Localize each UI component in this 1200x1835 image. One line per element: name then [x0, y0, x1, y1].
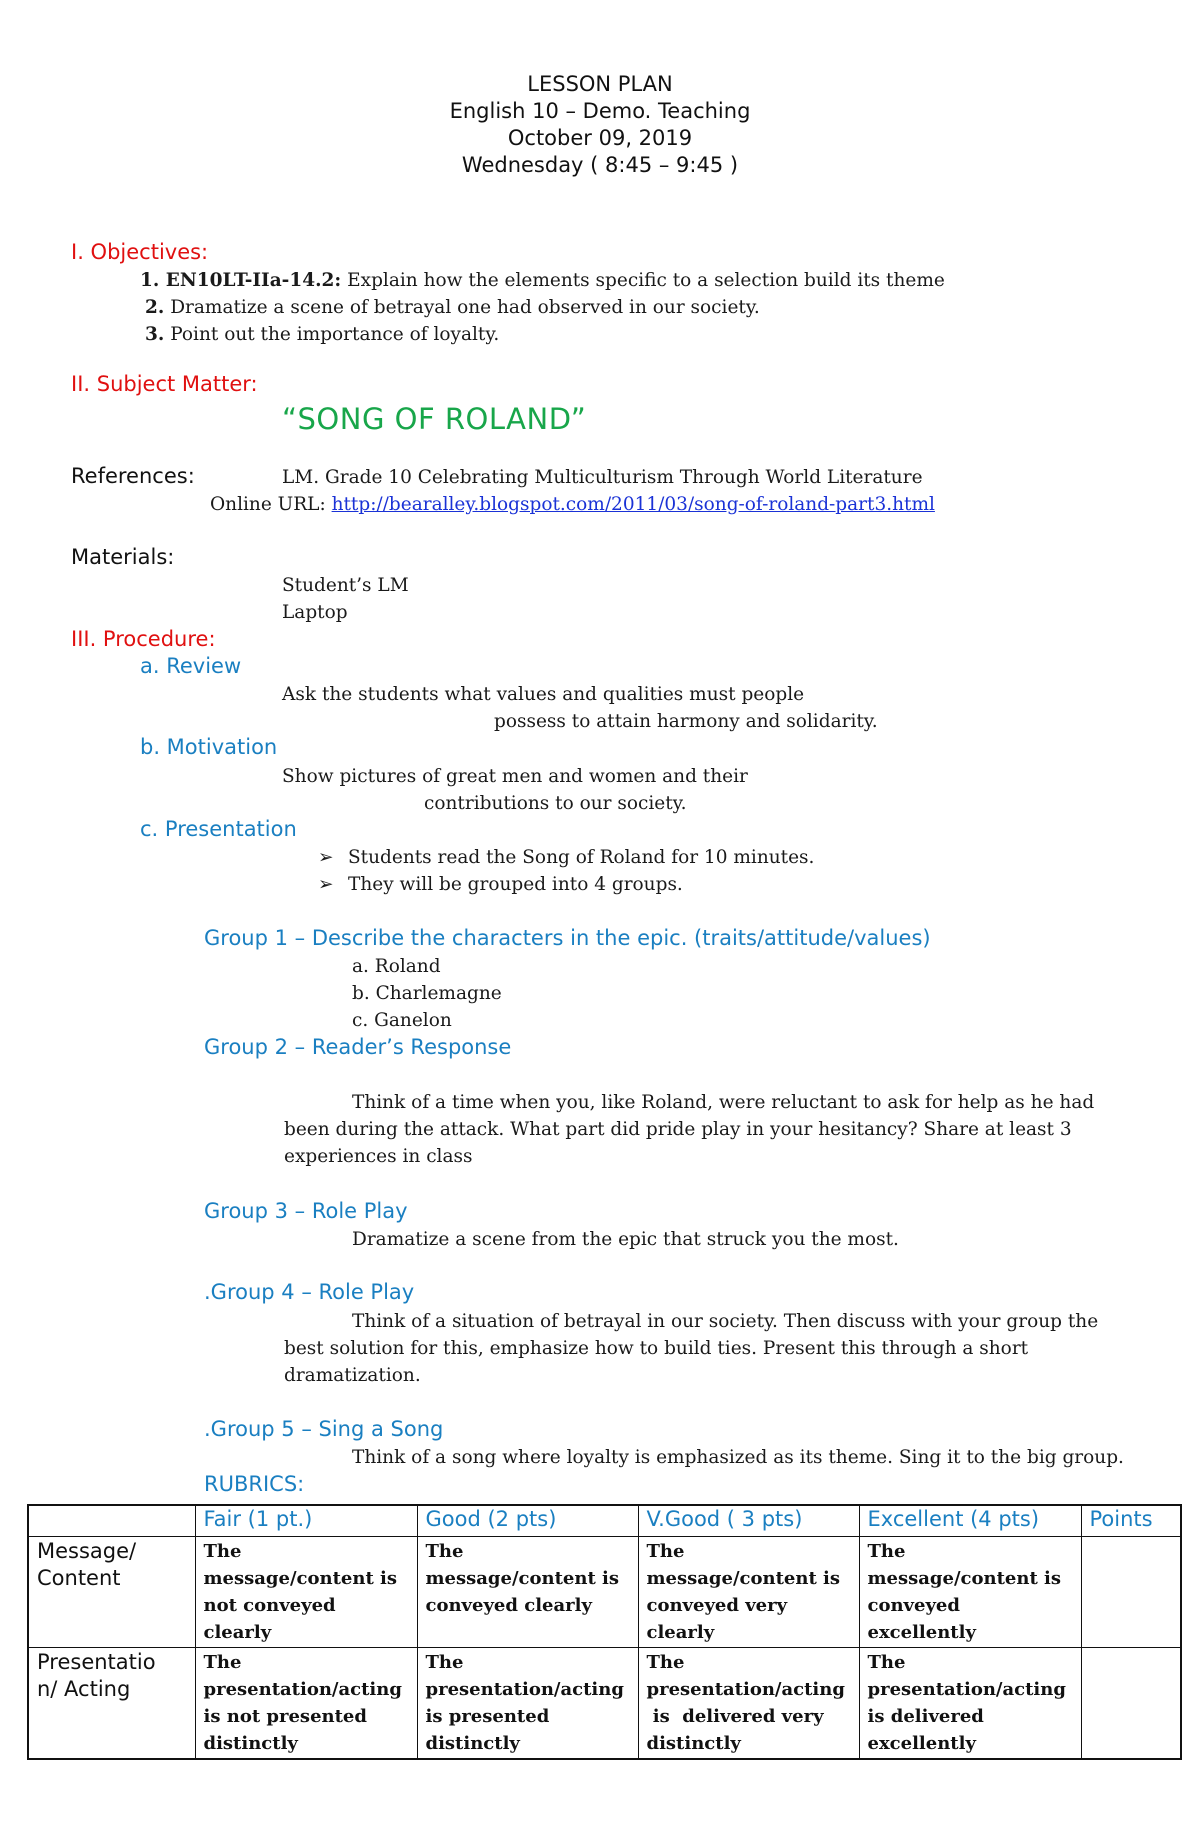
cell-line: The	[867, 1541, 906, 1562]
cell-line: clearly	[646, 1622, 715, 1643]
cell-line: is presented	[425, 1706, 550, 1727]
rubrics-header-cell: Good (2 pts)	[417, 1505, 638, 1537]
cell-line: presentation/acting	[425, 1679, 624, 1700]
review-label: a. Review	[140, 654, 242, 678]
rubrics-header-cell: Fair (1 pt.)	[195, 1505, 417, 1537]
cell-line: conveyed clearly	[425, 1595, 592, 1616]
cell-line: not conveyed	[203, 1595, 336, 1616]
cell-line: message/content is	[425, 1568, 619, 1589]
cell-line: message/content is	[867, 1568, 1061, 1589]
rubrics-cell	[859, 1537, 1081, 1648]
cell-line: presentation/acting	[646, 1679, 845, 1700]
cell-line: message/content is	[203, 1568, 397, 1589]
objective-item	[140, 270, 945, 291]
objective-number: 3.	[145, 324, 165, 345]
motivation-text-line: Show pictures of great men and women and their	[282, 766, 748, 787]
doc-time: Wednesday ( 8:45 – 9:45 )	[461, 153, 739, 177]
materials-item: Student’s LM	[282, 575, 409, 596]
group-4-text-line: best solution for this, emphasize how to build ties. Present this through a short	[284, 1338, 1029, 1359]
objective-item	[145, 297, 760, 318]
rubrics-row	[28, 1537, 1181, 1648]
objective-text: Dramatize a scene of betrayal one had observed in our society.	[164, 297, 760, 318]
group-4-heading: .Group 4 – Role Play	[204, 1280, 415, 1304]
procedure-heading: III. Procedure:	[71, 627, 216, 651]
subject-matter-heading: II. Subject Matter:	[71, 372, 258, 396]
references-text: LM. Grade 10 Celebrating Multiculturism Through World Literature	[282, 467, 923, 488]
rubrics-cell	[638, 1537, 859, 1648]
cell-line: The	[425, 1541, 464, 1562]
character-item: a. Roland	[352, 956, 441, 977]
cell-line: clearly	[203, 1622, 272, 1643]
objective-text: Explain how the elements specific to a selection build its theme	[341, 270, 945, 291]
group-2-text-line: Think of a time when you, like Roland, were reluctant to ask for help as he had	[352, 1092, 1095, 1113]
character-item: b. Charlemagne	[352, 983, 502, 1004]
character-item: c. Ganelon	[352, 1010, 452, 1031]
cell-line: The	[203, 1541, 242, 1562]
row-label-line: Content	[37, 1566, 121, 1590]
objective-item	[145, 324, 499, 345]
presentation-label: c. Presentation	[140, 817, 297, 841]
rubrics-header-cell	[28, 1505, 195, 1537]
rubrics-cell	[417, 1537, 638, 1648]
group-2-text-line: experiences in class	[284, 1146, 473, 1167]
doc-subject: English 10 – Demo. Teaching	[449, 99, 751, 123]
materials-item: Laptop	[282, 602, 348, 623]
cell-line: distinctly	[646, 1733, 741, 1754]
row-label-line: n/ Acting	[37, 1677, 131, 1701]
rubrics-cell	[859, 1648, 1081, 1760]
rubrics-cell	[638, 1648, 859, 1760]
cell-line: presentation/acting	[867, 1679, 1066, 1700]
doc-title: LESSON PLAN	[527, 72, 673, 96]
group-3-heading: Group 3 – Role Play	[204, 1199, 408, 1223]
rubrics-header-cell: Points	[1081, 1505, 1181, 1537]
rubrics-points-cell	[1081, 1537, 1181, 1648]
selection-title: “SONG OF ROLAND”	[282, 402, 587, 436]
rubrics-cell	[195, 1537, 417, 1648]
presentation-bullet	[318, 847, 814, 868]
reference-url-link[interactable]: http://bearalley.blogspot.com/2011/03/song-of-roland-part3.html	[331, 494, 935, 515]
rubrics-table	[27, 1504, 1182, 1760]
rubrics-heading: RUBRICS:	[204, 1472, 305, 1496]
cell-line: The	[646, 1652, 685, 1673]
doc-date: October 09, 2019	[507, 126, 693, 150]
row-label-line: Presentatio	[37, 1650, 156, 1674]
group-2-heading: Group 2 – Reader’s Response	[204, 1035, 512, 1059]
group-4-text-line: Think of a situation of betrayal in our society. Then discuss with your group the	[352, 1311, 1099, 1332]
group-1-heading: Group 1 – Describe the characters in the epic. (traits/attitude/values)	[204, 926, 931, 950]
cell-line: The	[203, 1652, 242, 1673]
rubrics-cell	[195, 1648, 417, 1760]
rubrics-row	[28, 1648, 1181, 1760]
cell-line: excellently	[867, 1622, 976, 1643]
online-url-label: Online URL:	[210, 494, 332, 515]
cell-line: The	[646, 1541, 685, 1562]
row-label-line: Message/	[37, 1539, 137, 1563]
group-5-heading: .Group 5 – Sing a Song	[204, 1417, 444, 1441]
cell-line: conveyed very	[646, 1595, 788, 1616]
review-text-line: possess to attain harmony and solidarity.	[494, 711, 878, 732]
group-5-text-line: Think of a song where loyalty is emphasized as its theme. Sing it to the big group.	[352, 1447, 1124, 1468]
arrow-bullet-icon: ➢	[318, 847, 334, 868]
rubrics-points-cell	[1081, 1648, 1181, 1760]
rubrics-header-cell: Excellent (4 pts)	[859, 1505, 1081, 1537]
references-label: References:	[71, 464, 195, 488]
review-text-line: Ask the students what values and qualities must people	[282, 684, 805, 705]
objective-text: Point out the importance of loyalty.	[164, 324, 500, 345]
cell-line: distinctly	[425, 1733, 520, 1754]
rubrics-row-label	[28, 1648, 195, 1760]
online-url-line	[210, 494, 935, 515]
bullet-text: They will be grouped into 4 groups.	[348, 874, 683, 895]
cell-line: The	[425, 1652, 464, 1673]
rubrics-cell	[417, 1648, 638, 1760]
rubrics-header-cell: V.Good ( 3 pts)	[638, 1505, 859, 1537]
motivation-text-line: contributions to our society.	[424, 793, 687, 814]
bullet-text: Students read the Song of Roland for 10 minutes.	[348, 847, 815, 868]
group-2-text-line: been during the attack. What part did pride play in your hesitancy? Share at least 3	[284, 1119, 1072, 1140]
cell-line: message/content is	[646, 1568, 840, 1589]
motivation-label: b. Motivation	[140, 735, 278, 759]
cell-line: is delivered very	[646, 1706, 824, 1727]
presentation-bullet	[318, 874, 683, 895]
rubrics-header-row	[28, 1505, 1181, 1537]
cell-line: conveyed	[867, 1595, 960, 1616]
materials-label: Materials:	[71, 545, 175, 569]
objectives-heading: I. Objectives:	[71, 240, 209, 264]
group-3-text-line: Dramatize a scene from the epic that struck you the most.	[352, 1229, 899, 1250]
cell-line: presentation/acting	[203, 1679, 402, 1700]
group-4-text-line: dramatization.	[284, 1365, 421, 1386]
objective-number: 2.	[145, 297, 165, 318]
cell-line: The	[867, 1652, 906, 1673]
cell-line: is not presented	[203, 1706, 367, 1727]
cell-line: distinctly	[203, 1733, 298, 1754]
cell-line: excellently	[867, 1733, 976, 1754]
objective-number: 1. EN10LT-IIa-14.2:	[140, 270, 342, 291]
rubrics-row-label	[28, 1537, 195, 1648]
arrow-bullet-icon: ➢	[318, 874, 334, 895]
cell-line: is delivered	[867, 1706, 984, 1727]
